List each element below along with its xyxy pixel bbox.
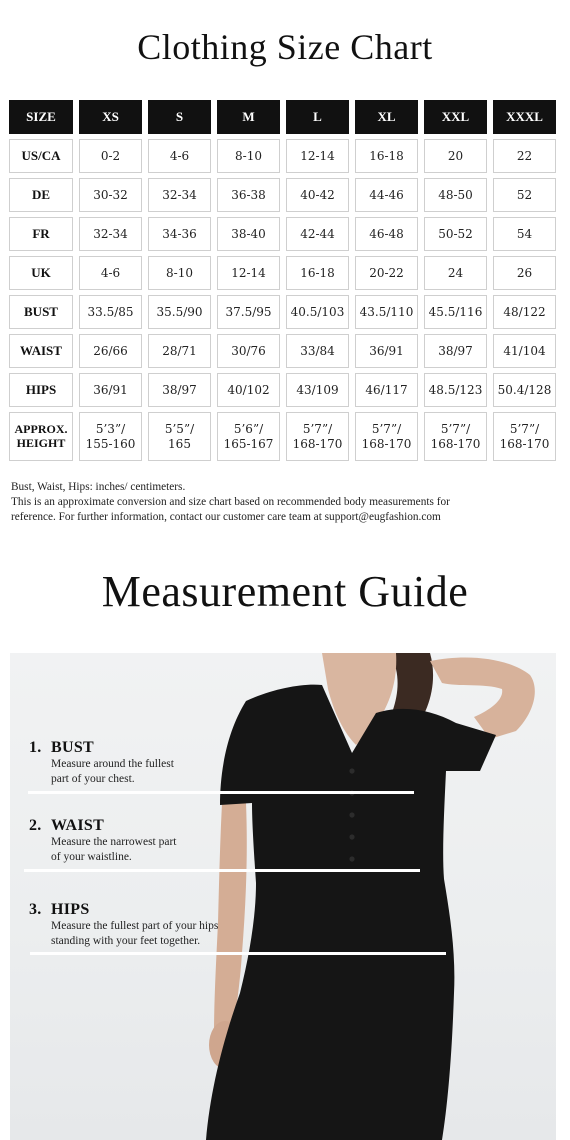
- cell-line: 5’7”/: [302, 421, 333, 436]
- bust-measure-line: [28, 791, 414, 794]
- table-cell: 50-52: [424, 217, 487, 251]
- table-cell: 30/76: [217, 334, 280, 368]
- row-label: UK: [9, 256, 73, 290]
- table-cell: 12-14: [286, 139, 349, 173]
- dress-shape: [206, 685, 496, 1140]
- table-cell: 44-46: [355, 178, 418, 212]
- table-cell: 42-44: [286, 217, 349, 251]
- header-xl: XL: [355, 100, 418, 134]
- table-cell: 36/91: [355, 334, 418, 368]
- cell-line: 168-170: [361, 436, 412, 451]
- step-bust: [29, 739, 174, 787]
- table-cell: 16-18: [286, 256, 349, 290]
- table-cell: 43/109: [286, 373, 349, 407]
- table-cell: 33/84: [286, 334, 349, 368]
- table-cell: 46-48: [355, 217, 418, 251]
- row-label: HIPS: [9, 373, 73, 407]
- table-cell: 40.5/103: [286, 295, 349, 329]
- row-label: BUST: [9, 295, 73, 329]
- step-name: HIPS: [51, 901, 90, 918]
- row-label: DE: [9, 178, 73, 212]
- step-desc-line: standing with your feet together.: [51, 935, 201, 947]
- cell-line: 5’3”/: [95, 421, 126, 436]
- row-label-line: HEIGHT: [16, 435, 66, 450]
- step-number: 2.: [29, 817, 42, 834]
- step-description: [51, 835, 177, 865]
- table-cell: 50.4/128: [493, 373, 556, 407]
- table-cell: 26: [493, 256, 556, 290]
- table-cell: 38/97: [424, 334, 487, 368]
- cell-line: 168-170: [499, 436, 550, 451]
- header-size: SIZE: [9, 100, 73, 134]
- cell-line: 165: [168, 436, 191, 451]
- row-label: FR: [9, 217, 73, 251]
- measurement-guide-title: Measurement Guide: [101, 567, 469, 616]
- notes-units: Bust, Waist, Hips: inches/ centimeters.: [11, 481, 186, 493]
- table-cell: 43.5/110: [355, 295, 418, 329]
- table-cell: 30-32: [79, 178, 142, 212]
- header-xs: XS: [79, 100, 142, 134]
- table-cell: 4-6: [148, 139, 211, 173]
- table-cell: 40/102: [217, 373, 280, 407]
- table-cell: 46/117: [355, 373, 418, 407]
- table-cell: [355, 412, 418, 461]
- hips-measure-line: [30, 952, 446, 955]
- cell-line: 5’7”/: [371, 421, 402, 436]
- size-notes: [11, 480, 561, 525]
- table-cell: 4-6: [79, 256, 142, 290]
- step-number: 3.: [29, 901, 42, 918]
- table-cell: 26/66: [79, 334, 142, 368]
- table-cell: 48/122: [493, 295, 556, 329]
- step-name: WAIST: [51, 817, 105, 834]
- step-description: [51, 757, 174, 787]
- table-cell: 24: [424, 256, 487, 290]
- waist-measure-line: [24, 869, 420, 872]
- table-cell: 36-38: [217, 178, 280, 212]
- table-cell: 34-36: [148, 217, 211, 251]
- table-cell: 41/104: [493, 334, 556, 368]
- table-cell: 16-18: [355, 139, 418, 173]
- table-cell: 52: [493, 178, 556, 212]
- table-cell: 20: [424, 139, 487, 173]
- step-desc-line: part of your chest.: [51, 773, 135, 785]
- cell-line: 5’7”/: [440, 421, 471, 436]
- table-cell: [148, 412, 211, 461]
- table-row: [9, 217, 556, 251]
- model-photo: [10, 653, 556, 1140]
- row-label: [9, 412, 73, 461]
- step-desc-line: Measure around the fullest: [51, 758, 174, 770]
- table-cell: 45.5/116: [424, 295, 487, 329]
- size-chart-table: [3, 95, 562, 466]
- step-name: BUST: [51, 739, 94, 756]
- table-header-row: [9, 100, 556, 134]
- step-hips: [29, 901, 218, 949]
- header-xxxl: XXXL: [493, 100, 556, 134]
- cell-line: 168-170: [292, 436, 343, 451]
- table-cell: 32-34: [148, 178, 211, 212]
- cell-line: 5’7”/: [509, 421, 540, 436]
- table-cell: [493, 412, 556, 461]
- table-row: [9, 139, 556, 173]
- table-row: [9, 334, 556, 368]
- cell-line: 5’5”/: [164, 421, 195, 436]
- step-waist: [29, 817, 177, 865]
- table-cell: 33.5/85: [79, 295, 142, 329]
- table-row: [9, 256, 556, 290]
- table-cell: 0-2: [79, 139, 142, 173]
- table-cell: 28/71: [148, 334, 211, 368]
- notes-disclaimer-line: This is an approximate conversion and size chart based on recommended body measurements for: [11, 496, 450, 508]
- row-label: US/CA: [9, 139, 73, 173]
- table-row: [9, 295, 556, 329]
- table-cell: 35.5/90: [148, 295, 211, 329]
- step-description: [51, 919, 218, 949]
- row-label-line: APPROX.: [14, 421, 68, 436]
- step-number: 1.: [29, 739, 42, 756]
- step-desc-line: Measure the narrowest part: [51, 836, 177, 848]
- table-cell: [424, 412, 487, 461]
- step-desc-line: Measure the fullest part of your hips: [51, 920, 219, 932]
- table-cell: 40-42: [286, 178, 349, 212]
- table-cell: 48-50: [424, 178, 487, 212]
- size-chart-title: Clothing Size Chart: [137, 27, 433, 67]
- header-l: L: [286, 100, 349, 134]
- table-cell: 22: [493, 139, 556, 173]
- table-row: [9, 373, 556, 407]
- notes-disclaimer-line: reference. For further information, contact our customer care team at support@eugfashion.com: [11, 511, 441, 523]
- table-row: [9, 178, 556, 212]
- model-illustration: [10, 653, 556, 1140]
- table-cell: 32-34: [79, 217, 142, 251]
- table-cell: 36/91: [79, 373, 142, 407]
- table-cell: [217, 412, 280, 461]
- cell-line: 155-160: [85, 436, 136, 451]
- header-m: M: [217, 100, 280, 134]
- header-xxl: XXL: [424, 100, 487, 134]
- cell-line: 165-167: [223, 436, 274, 451]
- table-cell: 8-10: [217, 139, 280, 173]
- table-cell: 38/97: [148, 373, 211, 407]
- table-cell: 38-40: [217, 217, 280, 251]
- table-row-height: [9, 412, 556, 461]
- table-cell: 54: [493, 217, 556, 251]
- table-cell: 48.5/123: [424, 373, 487, 407]
- table-cell: [286, 412, 349, 461]
- row-label: WAIST: [9, 334, 73, 368]
- cell-line: 5’6”/: [233, 421, 264, 436]
- table-cell: 37.5/95: [217, 295, 280, 329]
- table-cell: 20-22: [355, 256, 418, 290]
- header-s: S: [148, 100, 211, 134]
- table-cell: 8-10: [148, 256, 211, 290]
- cell-line: 168-170: [430, 436, 481, 451]
- table-cell: [79, 412, 142, 461]
- step-desc-line: of your waistline.: [51, 851, 132, 863]
- table-cell: 12-14: [217, 256, 280, 290]
